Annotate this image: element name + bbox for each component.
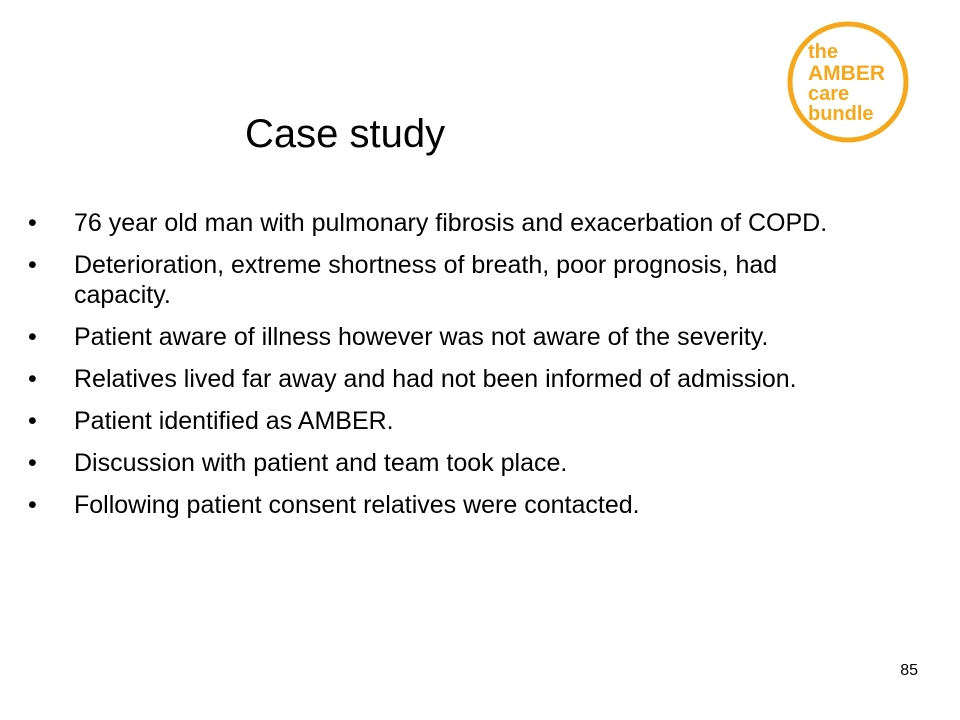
bullet-item — [28, 448, 878, 478]
logo-text-amber: AMBER — [808, 62, 885, 85]
bullet-text: Patient aware of illness however was not aware of the severity. — [74, 323, 769, 351]
logo-text-the: the — [808, 41, 838, 63]
bullet-dot: • — [28, 251, 37, 279]
logo-text-care: care — [808, 83, 850, 105]
bullet-dot: • — [28, 449, 37, 477]
bullet-item — [28, 322, 878, 352]
logo-text-bundle: bundle — [808, 103, 874, 125]
page-number: 85 — [900, 662, 918, 679]
bullet-list — [28, 208, 878, 532]
bullet-text: Deterioration, extreme shortness of breath, poor prognosis, had capacity. — [74, 251, 778, 309]
bullet-dot: • — [28, 407, 37, 435]
bullet-dot: • — [28, 491, 37, 519]
bullet-dot: • — [28, 209, 37, 237]
bullet-dot: • — [28, 323, 37, 351]
slide-title: Case study — [245, 112, 446, 156]
bullet-text: Discussion with patient and team took place. — [74, 449, 568, 477]
bullet-item — [28, 490, 878, 520]
bullet-item — [28, 208, 878, 238]
bullet-dot: • — [28, 365, 37, 393]
bullet-text: Following patient consent relatives were contacted. — [74, 491, 640, 519]
bullet-item — [28, 406, 878, 436]
bullet-item — [28, 250, 878, 310]
amber-care-bundle-logo — [786, 20, 910, 144]
bullet-text: Patient identified as AMBER. — [74, 407, 394, 435]
bullet-item — [28, 364, 878, 394]
bullet-text: Relatives lived far away and had not been informed of admission. — [74, 365, 797, 393]
bullet-text: 76 year old man with pulmonary fibrosis and exacerbation of COPD. — [74, 209, 828, 237]
